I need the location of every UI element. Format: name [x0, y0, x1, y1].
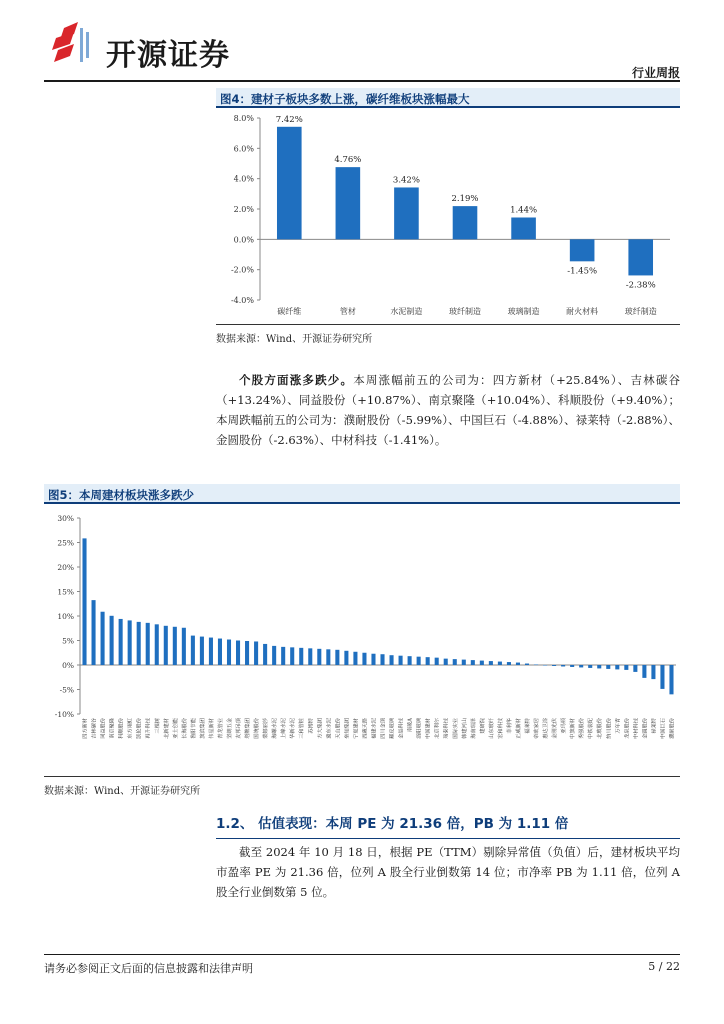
category-label: 龙泉股份: [624, 718, 631, 739]
company-name: 开源证券: [106, 38, 230, 73]
category-label: 吉林碳谷: [91, 718, 98, 739]
category-label: 南玻A: [407, 718, 414, 733]
category-label: 水泥制造: [390, 307, 423, 316]
bar: [245, 641, 249, 665]
bar: [146, 623, 150, 665]
bar: [394, 187, 419, 239]
category-label: 秀强股份: [579, 718, 586, 739]
bar: [624, 665, 628, 670]
category-label: 东方雨虹: [127, 718, 134, 739]
bar: [119, 619, 123, 665]
data-label: -2.38%: [625, 280, 656, 291]
paragraph-body: 本周涨幅前五的公司为：四方新材（+25.84%）、吉林碳谷（+13.24%）、同益股份（+10.87%）、南京聚隆（+10.04%）、科顺股份（+9.40%）；本周跌幅前五的公司为：濮耐股份（-5.99%）、中国巨石（-4.88%）、禄莱特（-2.88%）、金圆股份（-2.63%）、中材科技（-1.41%）。: [216, 373, 681, 447]
category-label: 玻璃制造: [507, 307, 540, 316]
category-label: 华新水泥: [290, 718, 297, 739]
bar: [336, 167, 361, 239]
bar: [597, 665, 601, 668]
bar: [651, 665, 655, 679]
category-label: 中国巨石: [660, 718, 667, 739]
bar: [335, 650, 339, 665]
category-label: 中材科技: [633, 718, 640, 739]
bar: [380, 654, 384, 665]
y-tick-label: 8.0%: [233, 114, 254, 123]
data-label: -1.45%: [567, 266, 598, 277]
category-label: 宏和科技: [497, 718, 504, 739]
category-label: 中铁装配: [588, 718, 595, 739]
category-label: 国际实业: [452, 718, 459, 739]
category-label: 碳纤维: [277, 307, 302, 316]
bar: [628, 239, 653, 275]
data-label: 1.44%: [510, 205, 538, 216]
report-type: 行业周报: [631, 66, 680, 80]
bar: [660, 665, 664, 689]
category-label: 玻纤制造: [449, 307, 481, 316]
bar: [525, 664, 529, 665]
category-label: 四川金顶: [380, 718, 387, 739]
category-label: 瑞泰科技: [443, 718, 450, 739]
stock-movement-paragraph: [216, 370, 680, 450]
category-label: 北新建材: [163, 718, 170, 739]
bar: [281, 647, 285, 665]
figure5-title: 图5：本周建材板块涨多跌少: [44, 484, 680, 504]
footer-disclaimer: 请务必参阅正文后面的信息披露和法律声明: [44, 962, 253, 975]
category-label: 青龙管业: [217, 718, 224, 739]
category-label: 北京利尔: [434, 718, 441, 739]
category-label: 同益股份: [100, 718, 107, 739]
bar: [182, 628, 186, 665]
footer-divider: [44, 954, 680, 955]
bar: [399, 656, 403, 665]
bar: [390, 655, 394, 665]
category-label: 管材: [339, 307, 356, 316]
category-label: 塔牌集团: [245, 718, 252, 739]
category-label: 上峰水泥: [281, 718, 288, 739]
category-label: 禄莱特: [651, 718, 658, 734]
category-label: 长海股份: [181, 718, 188, 739]
page-number: 5 / 22: [648, 960, 680, 973]
y-tick-label: 25%: [57, 538, 74, 548]
category-label: 再升科技: [145, 718, 152, 739]
bar: [254, 641, 258, 665]
bar: [543, 665, 547, 666]
bar: [299, 648, 303, 665]
category-label: 海南瑞泽: [470, 718, 477, 739]
y-tick-label: 15%: [57, 587, 74, 597]
y-tick-label: -5%: [59, 685, 74, 695]
figure4-source: 数据来源：Wind、开源证券研究所: [216, 334, 373, 345]
bar: [272, 646, 276, 665]
figure4-source-divider: [216, 324, 680, 325]
valuation-paragraph: 截至 2024 年 10 月 18 日，根据 PE（TTM）剔除异常值（负值）后，建材板块平均市盈率 PE 为 21.36 倍，位列 A 股全行业倒数第 14 位；市净率 PB 为 1.11 倍，位列 A 股全行业倒数第 5 位。: [216, 845, 680, 899]
bar: [362, 653, 366, 665]
category-label: 玻纤制造: [624, 307, 657, 316]
bar: [92, 600, 96, 665]
category-label: 韩建河山: [461, 718, 468, 739]
bar: [417, 657, 421, 665]
category-label: 三和管桩: [299, 718, 306, 739]
category-label: 濮耐股份: [669, 718, 676, 739]
figure5-chart: [44, 508, 680, 776]
logo-mark-icon: [44, 20, 104, 70]
category-label: 帝欧家居: [534, 718, 541, 739]
bar: [290, 647, 294, 665]
category-label: 耐火材料: [566, 307, 599, 316]
figure4-title: 图4：建材子板块多数上涨，碳纤维板块涨幅最大: [216, 88, 680, 108]
category-label: 亚士创能: [172, 718, 179, 739]
bar: [498, 662, 502, 665]
category-label: 福莱特: [525, 718, 531, 734]
category-label: 冀东水泥: [326, 718, 333, 739]
bar: [471, 660, 475, 665]
bar: [82, 538, 86, 665]
category-label: 中旗新材: [570, 718, 577, 739]
data-label: 2.19%: [451, 194, 479, 205]
data-label: 4.76%: [334, 155, 362, 166]
y-tick-label: 30%: [57, 514, 74, 523]
bar: [371, 654, 375, 665]
category-label: 天山股份: [335, 718, 342, 739]
bar: [209, 638, 213, 665]
section-heading: 1.2、 估值表现：本周 PE 为 21.36 倍，PB 为 1.11 倍: [216, 812, 680, 839]
bar: [128, 620, 132, 665]
bar: [453, 659, 457, 665]
bar: [579, 665, 583, 667]
y-tick-label: 6.0%: [233, 144, 254, 154]
bar: [191, 636, 195, 665]
category-label: 福建水泥: [371, 718, 378, 739]
category-label: 伟星新材: [208, 718, 215, 739]
bar: [480, 661, 484, 665]
bar: [137, 622, 141, 665]
bar: [570, 239, 595, 261]
category-label: 菲利华: [506, 718, 513, 734]
y-tick-label: 10%: [57, 612, 74, 621]
bar: [615, 665, 619, 669]
category-label: 西藏天路: [362, 718, 369, 739]
data-label: 3.42%: [392, 175, 420, 186]
y-tick-label: 2.0%: [233, 205, 254, 214]
bar: [453, 206, 478, 239]
figure5-source: 数据来源：Wind、开源证券研究所: [44, 786, 201, 797]
bar: [561, 665, 565, 666]
y-tick-label: 5%: [62, 636, 74, 646]
figure5-source-divider: [44, 776, 680, 777]
bar: [218, 639, 222, 665]
bar: [642, 665, 646, 678]
category-label: 海螺水泥: [272, 718, 279, 739]
bar: [173, 627, 177, 665]
category-label: 纳川股份: [606, 718, 613, 739]
bar: [200, 637, 204, 665]
header-divider: [44, 80, 680, 82]
bar: [534, 665, 538, 666]
category-label: 建研院: [479, 718, 486, 734]
category-label: 耀皮玻璃: [389, 718, 396, 739]
bar: [353, 652, 357, 665]
bar: [110, 616, 114, 665]
bar: [236, 641, 240, 666]
category-label: 南京聚隆: [109, 718, 116, 739]
bar: [633, 665, 637, 672]
bar: [511, 217, 536, 239]
category-label: 金晶科技: [398, 718, 405, 739]
bar: [444, 659, 448, 665]
bar: [669, 665, 673, 694]
category-label: 凯伦股份: [136, 718, 143, 739]
bar: [489, 661, 493, 665]
paragraph-lead: 个股方面涨多跌少。: [239, 373, 354, 387]
bar: [326, 649, 330, 665]
category-label: 三棵树: [154, 718, 161, 734]
y-tick-label: -10%: [54, 710, 74, 719]
category-label: 中国建材: [425, 718, 432, 739]
category-label: 金圆股份: [642, 718, 649, 739]
bar: [277, 127, 302, 240]
y-tick-label: -4.0%: [230, 296, 254, 305]
bar: [462, 660, 466, 665]
category-label: 国统股份: [254, 718, 261, 739]
category-label: 坚朗五金: [227, 718, 233, 739]
bar: [308, 648, 312, 665]
bar: [227, 640, 231, 665]
bar: [570, 665, 574, 667]
category-label: 金刚光伏: [552, 718, 559, 739]
category-label: 友邦吊顶: [236, 718, 243, 739]
bar: [408, 656, 412, 665]
category-label: 科顺股份: [118, 718, 125, 739]
y-tick-label: -2.0%: [230, 265, 254, 275]
category-label: 鲁阳节能: [190, 718, 197, 739]
category-label: 洛阳玻璃: [416, 718, 423, 739]
bar: [344, 651, 348, 665]
bar: [435, 658, 439, 665]
bar: [164, 626, 168, 665]
figure4-chart: [216, 110, 680, 325]
y-tick-label: 0%: [62, 661, 74, 670]
category-label: 宁夏建材: [353, 718, 360, 739]
bar: [263, 644, 267, 665]
category-label: 亚玛顿: [561, 718, 568, 734]
category-label: 山东玻纤: [488, 718, 495, 739]
category-label: 惠达卫浴: [543, 718, 550, 739]
category-label: 垒知集团: [344, 718, 351, 739]
bar: [606, 665, 610, 669]
category-label: 正威新材: [515, 718, 522, 739]
y-tick-label: 4.0%: [233, 174, 254, 184]
category-label: 万年青: [615, 718, 622, 734]
company-logo: [44, 20, 284, 73]
bar: [426, 657, 430, 665]
bar: [317, 649, 321, 665]
category-label: 苏博特: [308, 718, 315, 734]
y-tick-label: 20%: [57, 563, 74, 572]
bar: [101, 612, 105, 665]
bar: [516, 663, 520, 665]
y-tick-label: 0.0%: [233, 235, 254, 245]
bar: [552, 665, 556, 666]
bar: [588, 665, 592, 668]
bar: [507, 662, 511, 665]
category-label: 方大集团: [317, 718, 324, 739]
category-label: 北玻股份: [597, 718, 604, 739]
bar: [155, 624, 159, 665]
category-label: 蒙娜丽莎: [263, 718, 270, 739]
category-label: 旗滨集团: [199, 718, 206, 739]
category-label: 四方新材: [82, 718, 89, 739]
data-label: 7.42%: [275, 114, 303, 125]
